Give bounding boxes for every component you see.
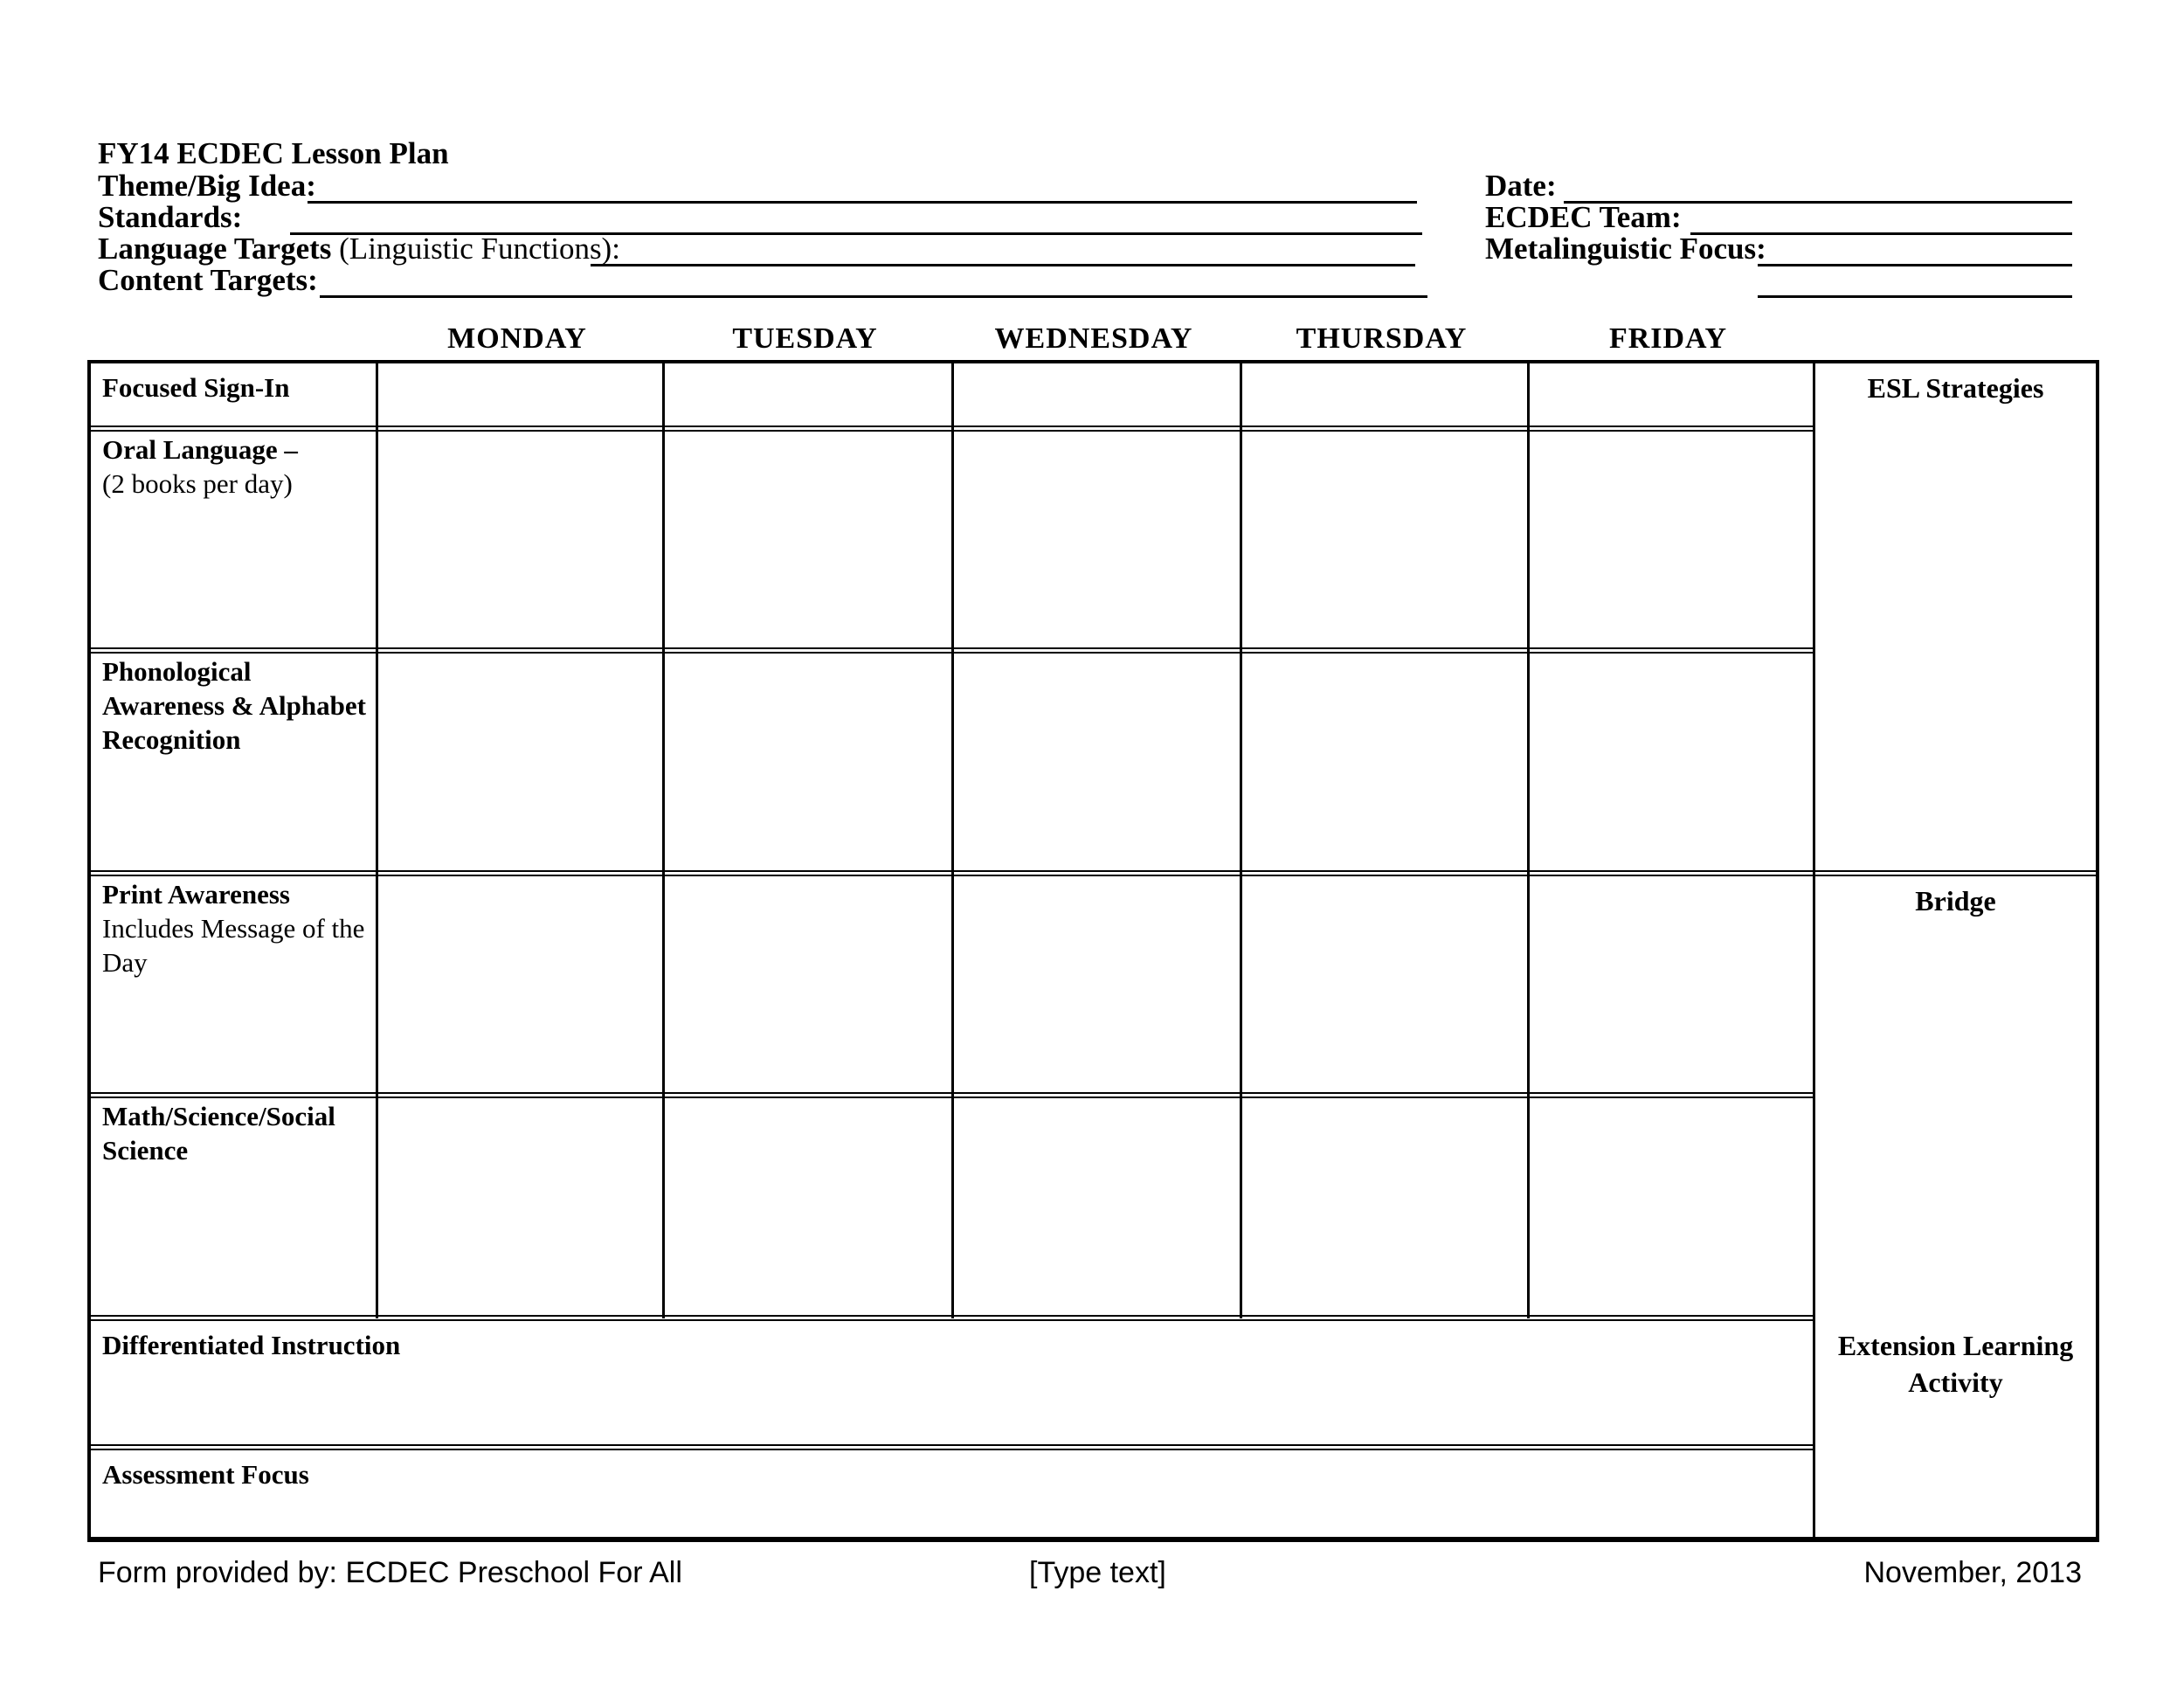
day-cell-thursday-row5[interactable]: [1240, 1092, 1527, 1315]
day-cell-wednesday-row5[interactable]: [951, 1092, 1240, 1315]
day-cell-tuesday-row2[interactable]: [662, 425, 951, 647]
esl-strategies-title: ESL Strategies: [1867, 372, 2044, 404]
footer-type-text: [Type text]: [1029, 1556, 1166, 1589]
row-label-focused-sign-in: [91, 363, 376, 425]
day-header-wednesday: WEDNESDAY: [994, 322, 1193, 355]
assessment-focus-row[interactable]: [91, 1450, 1813, 1538]
lesson-plan-table: [87, 360, 2099, 1542]
day-cell-wednesday-row2[interactable]: [951, 425, 1240, 647]
day-cell-thursday-row2[interactable]: [1240, 425, 1527, 647]
day-cell-monday-row4[interactable]: [376, 870, 662, 1092]
day-cell-friday-row1[interactable]: [1527, 363, 1813, 425]
day-cell-wednesday-row3[interactable]: [951, 647, 1240, 870]
row-title: Phonological Awareness & Alphabet Recognition: [102, 656, 366, 755]
row-title: Focused Sign-In: [102, 372, 290, 403]
day-cell-wednesday-row1[interactable]: [951, 363, 1240, 425]
gridline-after-monday: [662, 363, 665, 1318]
metalinguistic-focus-label: Metalinguistic Focus:: [1485, 232, 1766, 266]
row-title: Oral Language –: [102, 434, 298, 465]
row-title: Math/Science/Social Science: [102, 1101, 335, 1166]
row-title: Assessment Focus: [102, 1459, 309, 1490]
day-header-friday: FRIDAY: [1608, 322, 1728, 355]
extension-title-text: Extension Learning Activity: [1837, 1330, 2074, 1398]
row-label-print-awareness: [91, 870, 376, 1092]
day-header-monday: MONDAY: [447, 322, 587, 355]
day-cell-friday-row3[interactable]: [1527, 647, 1813, 870]
esl-strategies-box[interactable]: [1815, 363, 2096, 870]
day-cell-tuesday-row3[interactable]: [662, 647, 951, 870]
theme-fill-line[interactable]: [308, 201, 1417, 204]
extension-learning-activity-title: [1824, 1327, 2087, 1401]
bridge-extension-box[interactable]: [1815, 876, 2096, 1534]
day-cell-monday-row1[interactable]: [376, 363, 662, 425]
theme-label: Theme/Big Idea:: [98, 169, 316, 203]
standards-label: Standards:: [98, 200, 243, 234]
row-title: Differentiated Instruction: [102, 1330, 401, 1360]
differentiated-instruction-row[interactable]: [91, 1321, 1813, 1444]
footer-provided-by: Form provided by: ECDEC Preschool For All: [98, 1556, 682, 1589]
gridline-below-phonological: [91, 870, 2096, 876]
gridline-after-label-col: [376, 363, 378, 1318]
page-title: FY14 ECDEC Lesson Plan: [98, 136, 449, 170]
language-targets-fill-line[interactable]: [591, 264, 1415, 266]
gridline-below-differentiated: [91, 1444, 1813, 1450]
content-targets-label: Content Targets:: [98, 263, 318, 297]
row-subtitle: (2 books per day): [102, 468, 293, 499]
day-cell-friday-row2[interactable]: [1527, 425, 1813, 647]
day-cell-monday-row3[interactable]: [376, 647, 662, 870]
day-cell-monday-row5[interactable]: [376, 1092, 662, 1315]
day-cell-thursday-row3[interactable]: [1240, 647, 1527, 870]
bridge-title: Bridge: [1915, 885, 1996, 917]
day-header-tuesday: TUESDAY: [732, 322, 878, 355]
footer-date: November, 2013: [1863, 1556, 2082, 1589]
day-cell-wednesday-row4[interactable]: [951, 870, 1240, 1092]
day-cell-tuesday-row4[interactable]: [662, 870, 951, 1092]
day-cell-friday-row4[interactable]: [1527, 870, 1813, 1092]
day-cell-thursday-row4[interactable]: [1240, 870, 1527, 1092]
date-label: Date:: [1485, 169, 1557, 203]
gridline-below-math-science: [91, 1315, 1813, 1321]
row-title: Print Awareness: [102, 879, 290, 910]
day-cell-tuesday-row5[interactable]: [662, 1092, 951, 1315]
language-targets-label: [98, 233, 620, 265]
row-subtitle: Includes Message of the Day: [102, 913, 365, 978]
day-cell-monday-row2[interactable]: [376, 425, 662, 647]
content-targets-fill-line[interactable]: [320, 295, 1427, 298]
ecdec-team-label: ECDEC Team:: [1485, 200, 1682, 234]
day-cell-friday-row5[interactable]: [1527, 1092, 1813, 1315]
metalinguistic-focus-fill-line-2[interactable]: [1758, 295, 2072, 298]
day-cell-tuesday-row1[interactable]: [662, 363, 951, 425]
language-targets-label-tail: (Linguistic Functions):: [331, 232, 620, 266]
language-targets-label-bold: Language Targets: [98, 232, 332, 266]
day-header-thursday: THURSDAY: [1296, 322, 1468, 355]
metalinguistic-focus-fill-line[interactable]: [1758, 264, 2072, 266]
row-label-phonological: [91, 647, 376, 870]
row-label-oral-language: [91, 425, 376, 647]
gridline-after-thursday: [1527, 363, 1530, 1318]
row-label-math-science: [91, 1092, 376, 1315]
gridline-after-tuesday: [951, 363, 954, 1318]
gridline-after-wednesday: [1240, 363, 1242, 1318]
day-cell-thursday-row1[interactable]: [1240, 363, 1527, 425]
